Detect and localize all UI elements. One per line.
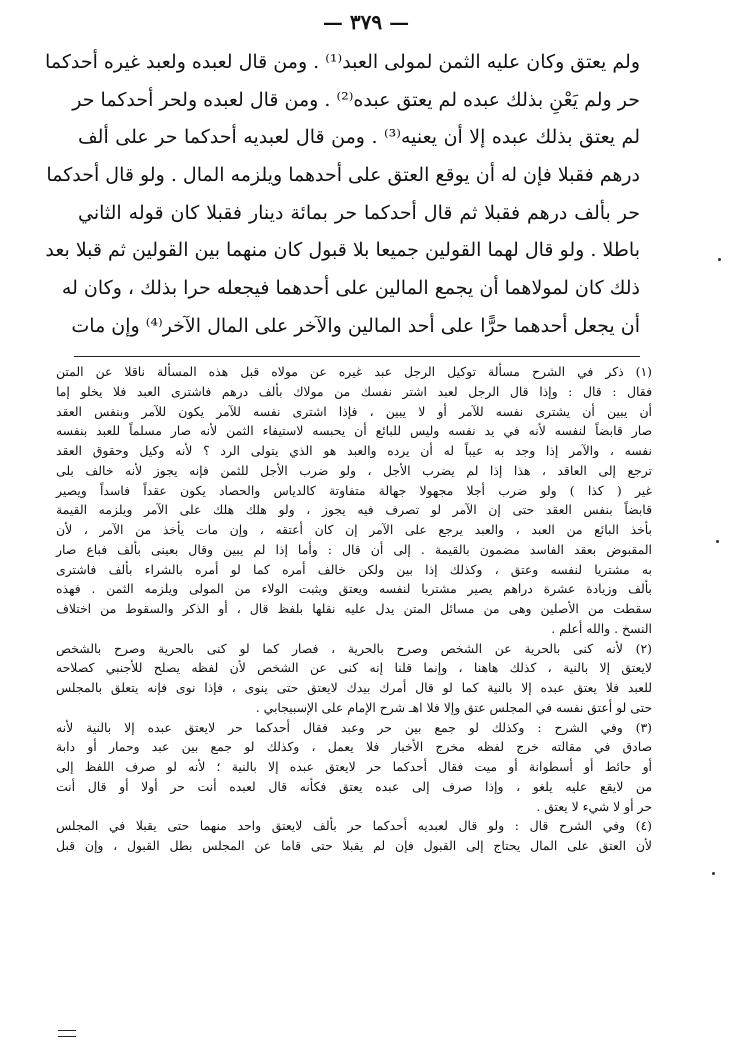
footnote-line: حتى لو أعتق نفسه في المجلس عتق وإلا فلا اهـ شرح الإمام على الإسبيجابي . — [255, 699, 652, 715]
main-text-line: حر بألف درهم فقبلا ثم قال أحدكما حر بمائة دينار فقبلا كان قوله الثاني — [78, 201, 640, 224]
continuation-mark — [58, 1030, 76, 1037]
footnote-line: المقبوض بعقد الفاسد مضمون بالقيمة . إلى أن قال : وأما إذا لم يبين وقال بعينى بألف فباع صار — [56, 541, 652, 557]
page-number: — ٣٧٩ — — [322, 10, 410, 34]
main-text-line: أن يجعل أحدهما حرًّا على أحد المالين والآخر على المال الآخر⁽⁴⁾ وإن مات — [71, 314, 640, 337]
footnote-line: ترجع إلى العاقد ، هذا إذا لم يضرب الأجل ، ولو ضرب الأجل للثمن فإنه يجوز لأنه خالف بلى — [56, 462, 652, 478]
footnote-line: (٢) لأنه كنى بالحرية عن الشخص وصرح بالحرية ، فصار كما لو كنى بالحرية وصرح بالشخص — [56, 640, 652, 656]
footnote-line: حر أو لا شيء لا يعتق . — [536, 798, 652, 814]
footnote-line: قابضاً بنفس العقد حتى إن الآمر لو تصرف فيه يجوز ، ولو هلك هلك على الآمر ويلزمه القيمة — [56, 502, 652, 518]
main-text-line: ذلك كان لمولاهما أن يجمع المالين على أحدهما فيجعله حرا بذلك ، وكان له — [61, 277, 640, 300]
footnote-line: صار قابضاً لنفسه لأنه في يد نفسه وليس للبائع أن يحبسه لاستيفاء الثمن لأنه صار مسلماً للعبد بنفسه — [56, 423, 652, 439]
footnotes-block — [56, 362, 652, 856]
footnote-line: نفسه ، والآمر إذا وجد به عيباً له أن يرده والعبد هو الذي يتولى الرد ؟ لأنه وكيل وحقوق العقد — [56, 443, 652, 458]
footnote-line: أو حائط أو أسطوانة أو ميت فقال أحدكما حر لايعتق عبده إلا بالنية ؛ لأنه لو صرف اللفظ إلى — [56, 759, 652, 774]
main-text-line: درهم فقبلا فإن له أن يوقع العتق على أحدهما ويلزمه المال . ولو قال أحدكما — [46, 164, 640, 187]
footnote-line: من لايقع عليه يلغو ، وإذا صرف إلى عبده يعتق فكأنه قال لعبده أنت حر أولا أو قال أنت — [56, 778, 652, 794]
margin-speck — [712, 872, 715, 875]
footnote-line: أن يبين أن يشترى نفسه للآمر أو لا يبين ، فإذا اشترى نفسه للآمر يكون للآمر وبنفس العقد — [56, 403, 652, 419]
footnote-line: النسخ . والله أعلم . — [551, 620, 652, 636]
main-text-line: لم يعتق بذلك عبده إلا أن يعنيه⁽³⁾ . ومن قال لعبديه أحدكما حر على ألف — [78, 126, 640, 149]
footnote-line: به مشتريا لنفسه وعتق ، وكذلك إذا بين ولكن خالف أمره كما لو أمره بالشراء بألف فاشترى — [56, 561, 652, 577]
main-text-block — [45, 44, 640, 346]
footnote-divider — [74, 356, 640, 357]
footnote-line: (٤) وفي الشرح قال : ولو قال لعبديه أحدكما حر بألف لايعتق واحد منهما حتى يقبلا في المجلس — [56, 818, 652, 834]
main-text-line: باطلا . ولو قال لهما القولين جميعا بلا قبول كان منهما بين القولين ثم قبلا بعد — [45, 239, 640, 262]
footnote-line: صادق في مقالته خرج لفظه مخرج الأخبار فلا يعمل ، وكذلك لو جمع بين عبد وحمار أو دابة — [56, 739, 652, 755]
main-text-line: ولم يعتق وكان عليه الثمن لمولى العبد⁽¹⁾ . ومن قال لعبده ولعبد غيره أحدكما — [45, 51, 640, 73]
footnote-line: غير ( كذا ) ولو ضرب أجلا مجهولا جهالة متفاوتة كالدياس والحصاد يكون عقداً فاسداً ويصير — [56, 482, 652, 498]
footnote-line: لايعتق إلا بالنية ، كذلك هاهنا ، وإنما قلنا إنه كنى عن الشخص لأن لفظه يصلح للأجنبي كصلاحه — [56, 660, 652, 676]
footnote-line: للعبد فلا يعتق عبده إلا بالنية كما لو قال أمرك بيدك لايعتق حتى ينوى ، فإذا نوى فإنه يتعلق بالمجلس — [56, 680, 652, 695]
footnote-line: سقطت من الأصلين وهى من مسائل المتن يدل عليه نقلها بلفظ قال ، أو الذكر والسقوط من اختلاف — [56, 601, 652, 616]
footnote-line: لأن العتق على المال يحتاج إلى القبول فإن لم يقبلا حتى قاما عن المجلس بطل القبول ، وإن قبل — [56, 838, 652, 853]
margin-speck — [716, 540, 719, 543]
main-text-line: حر ولم يَعْنِ بذلك عبده لم يعتق عبده⁽²⁾ . ومن قال لعبده ولحر أحدكما حر — [72, 88, 640, 111]
footnote-line: (٣) وفي الشرح : وكذلك لو جمع بين حر وعبد فقال أحدكما حر لايعتق عبده إلا بالنية لأنه — [56, 719, 652, 735]
footnote-line: بألف وزيادة عشرة دراهم يصير مشتريا لنفسه ويعتق ويثبت الولاء من المولى ويلزمه الثمن . فهذه — [56, 581, 652, 597]
footnote-line: فقال : قال : وإذا قال الرجل لعبد اشتر نفسك من مولاك بألف درهم فاشترى العبد فلا يخلو إما — [56, 383, 652, 399]
footnote-line: بأخذ البائع من العبد ، والعبد يرجع على الآمر إن كان أعتقه ، وإن مات يأخذ من الآمر ، لأن — [56, 522, 652, 537]
footnote-line: (١) ذكر في الشرح مسألة توكيل الرجل عبد غيره عن مولاه قبل هذه المسألة ناقلا عن المتن — [56, 364, 652, 379]
margin-speck — [718, 258, 721, 261]
